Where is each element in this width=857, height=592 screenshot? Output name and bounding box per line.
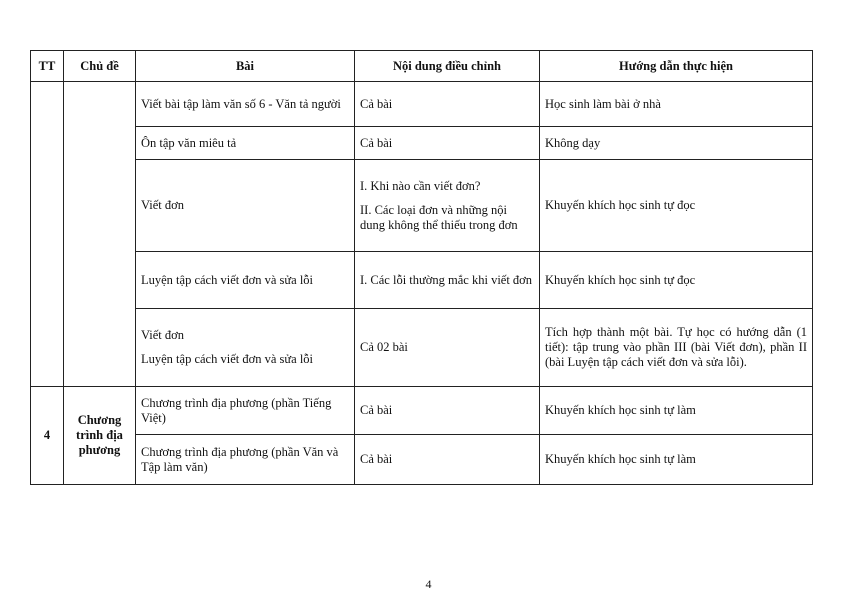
- topic-cell: Chương trình địa phương: [64, 387, 136, 485]
- lesson-cell: Luyện tập cách viết đơn và sửa lỗi: [136, 252, 355, 309]
- content-line-2: II. Các loại đơn và những nội dung không thể thiếu trong đơn: [360, 202, 518, 232]
- adjustment-table: [30, 50, 813, 485]
- guide-cell: Khuyến khích học sinh tự làm: [540, 435, 813, 485]
- header-noi-dung: Nội dung điều chỉnh: [355, 51, 540, 82]
- lesson-cell: Viết đơn: [136, 160, 355, 252]
- lesson-line-2: Luyện tập cách viết đơn và sửa lỗi: [141, 352, 314, 366]
- lesson-line-1: Viết đơn: [141, 328, 185, 342]
- guide-cell: Không dạy: [540, 127, 813, 160]
- lesson-cell: Viết bài tập làm văn số 6 - Văn tả người: [136, 82, 355, 127]
- content-cell: Cả bài: [355, 127, 540, 160]
- table-row: [31, 127, 813, 160]
- guide-cell: Khuyến khích học sinh tự làm: [540, 387, 813, 435]
- table-row: [31, 252, 813, 309]
- table-header-row: [31, 51, 813, 82]
- content-cell: Cả 02 bài: [355, 309, 540, 387]
- header-chu-de: Chủ đề: [64, 51, 136, 82]
- content-cell: I. Các lỗi thường mắc khi viết đơn: [355, 252, 540, 309]
- content-cell: [355, 160, 540, 252]
- header-tt: TT: [31, 51, 64, 82]
- lesson-cell: [136, 309, 355, 387]
- header-huong-dan: Hướng dẫn thực hiện: [540, 51, 813, 82]
- header-bai: Bài: [136, 51, 355, 82]
- lesson-cell: Chương trình địa phương (phần Tiếng Việt): [136, 387, 355, 435]
- topic-cell-empty: [64, 82, 136, 387]
- table-row: [31, 309, 813, 387]
- lesson-cell: Ôn tập văn miêu tả: [136, 127, 355, 160]
- guide-cell: Học sinh làm bài ở nhà: [540, 82, 813, 127]
- content-line-1: I. Khi nào cần viết đơn?: [360, 178, 481, 193]
- content-cell: Cả bài: [355, 387, 540, 435]
- content-cell: Cả bài: [355, 82, 540, 127]
- guide-cell: Tích hợp thành một bài. Tự học có hướng dẫn (1 tiết): tập trung vào phần III (bài Viết đơn), phần II (bài Luyện tập cách viết đơn và sửa lỗi).: [540, 309, 813, 387]
- lesson-cell: Chương trình địa phương (phần Văn và Tập làm văn): [136, 435, 355, 485]
- table-row: [31, 387, 813, 435]
- tt-cell-empty: [31, 82, 64, 387]
- table-row: [31, 160, 813, 252]
- content-cell: Cả bài: [355, 435, 540, 485]
- table-row: [31, 82, 813, 127]
- guide-cell: Khuyến khích học sinh tự đọc: [540, 252, 813, 309]
- table-row: [31, 435, 813, 485]
- page-number: 4: [425, 577, 432, 591]
- tt-cell: 4: [31, 387, 64, 485]
- guide-cell: Khuyến khích học sinh tự đọc: [540, 160, 813, 252]
